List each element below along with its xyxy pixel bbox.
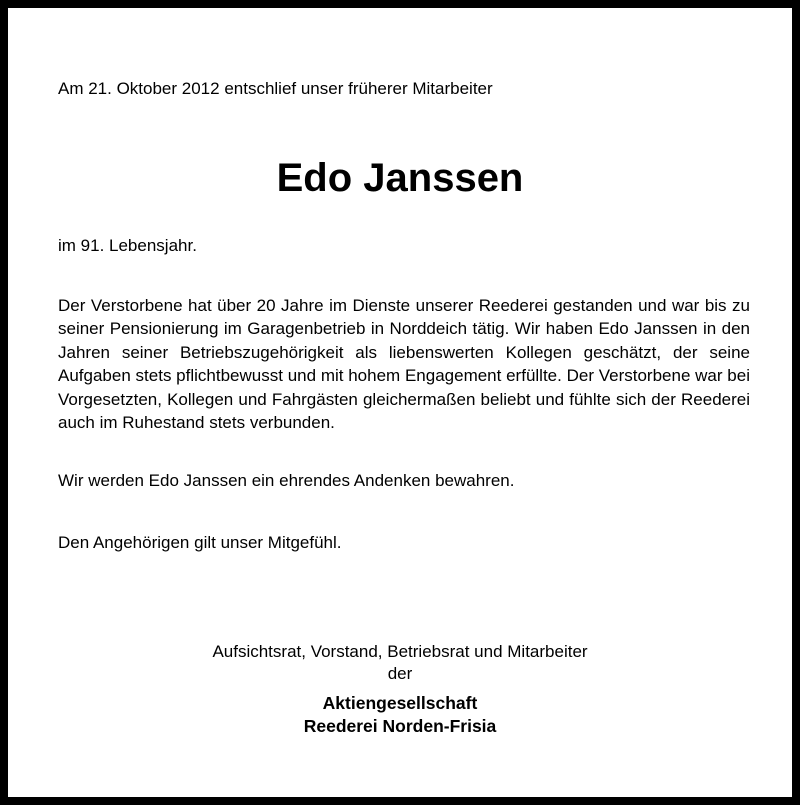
sympathy-text: Den Angehörigen gilt unser Mitgefühl. (58, 533, 342, 552)
intro-text: Am 21. Oktober 2012 entschlief unser früherer Mitarbeiter (58, 79, 493, 98)
signers-block (8, 641, 792, 685)
company-name-line2: Reederei Norden-Frisia (303, 716, 497, 736)
company-name (8, 692, 792, 738)
age-text: im 91. Lebensjahr. (58, 236, 197, 255)
deceased-name: Edo Janssen (276, 156, 524, 200)
signers-line: Aufsichtsrat, Vorstand, Betriebsrat und Mitarbeiter (212, 642, 588, 661)
memory-text: Wir werden Edo Janssen ein ehrendes Andenken bewahren. (58, 471, 515, 490)
company-name-line1: Aktiengesellschaft (322, 693, 478, 713)
tribute-paragraph: Der Verstorbene hat über 20 Jahre im Dienste unserer Reederei gestanden und war bis zu seiner Pensionierung im Garagenbetrieb in Norddeich tätig. Wir haben Edo Janssen in den Jahren seiner Betriebszugehörigkeit als liebenswerten Kollegen geschätzt, der seine Aufgaben stets pflichtbewusst und mit hohem Engagement erfüllte. Der Verstorbene war bei Vorgesetzten, Kollegen und Fahrgästen gleichermaßen beliebt und fühlte sich der Reederei auch im Ruhestand stets verbunden. (58, 296, 750, 433)
signers-conjunction: der (387, 664, 413, 683)
